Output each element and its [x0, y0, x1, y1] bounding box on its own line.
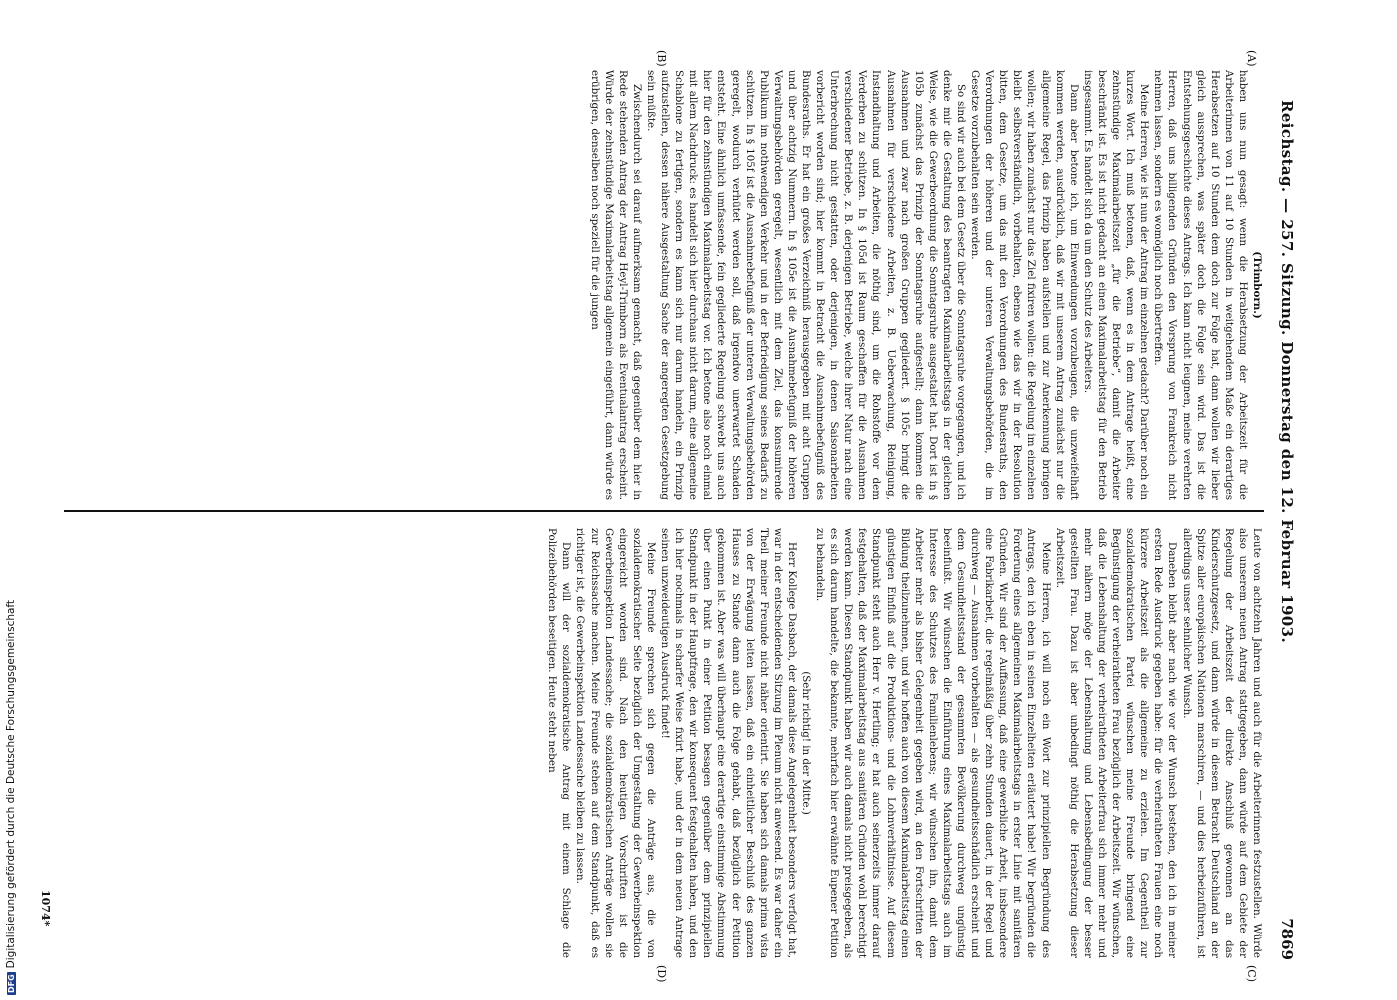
interjection: (Sehr richtig! in der Mitte.) — [800, 671, 812, 815]
paragraph: Zwischendurch sei darauf aufmerksam gemacht, daß gegenüber dem hier in Rede stehenden Antrag der Antrag Heyl-Trimborn als Eventualantrag erscheint. Würde der zehnstündige Maximalarbeitstag allgemein eingeführt, dann würde es erübrigen, denselben noch speziell für die jungen — [588, 70, 643, 500]
sheet-signature: 1074* — [39, 890, 52, 927]
paragraph: Dann aber betone ich, um Einwendungen vorzubeugen, die unzweifelhaft kommen werden, ausdrücklich, daß wir mit unserem Antrag zunächst nur die allgemeine Regel, das Prinzip haben aufstellen und zur Anerkennung bringen wollen; wir haben zunächst nur das Ziel fixiren wollen: die Regelung im einzelnen bleibt selbstverständlich, vorbehalten, ebenso wie das wir in der Resolution bitten, dem Gesetze, um das mit den Verordnungen des Bundesraths, den Verordnungen der höheren und der unteren Verwaltungsbehörden, die im Gesetze vorzubehalten sein werden. — [969, 70, 1080, 500]
paragraph: Dann will der sozialdemokratische Antrag mit einem Schlage die Polizeibehörden beseitigen. Heute steht neben — [546, 528, 573, 958]
paragraph: Herr Kollege Dasbach, der damals diese Angelegenheit besonders verfolgt hat, war in der entscheidenden Sitzung im Plenum nicht anwesend. Es war daher ein Theil meiner Freunde nicht näher orientirt. Sie haben sich damals prima vista von der Erwägung leiten lassen, daß ein einheitlicher Beschluß des ganzen Hauses zu Stande dann auch die Folge gehabt, daß bezüglich der Petition gekommen ist. Aber was will überhaupt eine derartige einstimmige Abstimmung über einen Punkt in einer Petition besagen gegenüber dem prinzipiellen Standpunkt in der Hauptfrage, den wir konsequent festgehalten haben, und den ich hier nochmals in scharfer Weise fixirt habe, und der in dem neuen Antrage seinen unzweideutigen Ausdruck findet! — [659, 528, 798, 958]
margin-marker-b: (B) — [655, 50, 668, 67]
paragraph: haben uns nun gesagt: wenn die Herabsetzung der Arbeitszeit für die Arbeiterinnen von 11 auf 10 Stunden in weitgehendem Maße ein derartiges Herabsetzen auf 10 Stunden dem doch zur Folge hat, dann wollen wir lieber gleich aussprechen, was später doch die Folge sein wird. Das ist die Entstehungsgeschichte dieses Antrags. Ich kann nicht leugnen, meine verehrten Herren, daß uns billigenden Gründen den Vorsprung von Frankreich nicht nehmen lassen, sondern es womöglich noch übertreffen. — [1152, 70, 1249, 500]
column-divider — [64, 510, 1264, 512]
paragraph: So sind wir auch bei dem Gesetz über die Sonntagsruhe vorgegangen, und ich denke mir die Gestaltung des beantragten Maximalarbeitstags in der gleichen Weise, wie die Gewerbeordnung die Sonntagsruhe ausgestaltet hat. Dort ist in § 105b zunächst das Prinzip der Sonntagsruhe aufgestellt; dann kommen die Ausnahmen und zwar nach großen Gruppen gegliedert. § 105c bringt die Ausnahmen für verschiedene Arbeiten, z. B. Ueberwachung, Reinigung, Instandhaltung und Arbeiten, die nöthig sind, um die Rohstoffe vor dem Verderben zu schützen. In § 105d ist Raum geschaffen für die Ausnahmen verschiedener Betriebe, z. B. derjenigen Betriebe, welche ihrer Natur nach eine Unterbrechung nicht gestatten, oder derjenigen, in denen Saisonarbeiten vorbericht worden sind; hier kommt in Betracht die Ausnahmebefugniß des Bundesraths. Er hat ein großes Verzeichniß herausgegeben mit acht Gruppen und über achtzig Nummern. In § 105e ist die Ausnahmebefugniß der höheren Verwaltungsbehörden geregelt, wesentlich mit dem Ziel, das konsumirende Publikum im nothwendigen Verkehr und in der Befriedigung seines Bedarfs zu schützen. In § 105f ist die Ausnahmebefugniß der unteren Verwaltungsbehörden geregelt, wodurch verhütet werden soll, daß irgendwo unerwartet Schaden entsteht. Eine ähnlich umfassende, fein gegliederte Regelung schwebt uns auch hier für den zehnstündigen Maximalarbeitstag vor. Ich betone also noch einmal mit allem Nachdruck: es handelt sich hier durchaus nicht darum, eine allgemeine Schablone zu fertigen, sondern es kann sich nur darum handeln, ein Prinzip aufzustellen, dessen nähere Ausgestaltung Sache der angeregten Gesetzgebung sein müßte. — [644, 70, 968, 500]
margin-marker-a: (A) — [1245, 50, 1258, 67]
paragraph: Leute von achtzehn Jahren und auch für die Arbeiterinnen festzustellen. Würde also unserem neuen Antrag stattgegeben, dann würde auf dem Gebiete der Regelung der Arbeitszeit der direkte Anschluß gewonnen an das Kinderschutzgesetz, und dann würde in diesem Betracht Deutschland an der Spitze aller europäischen Nationen marschiren, — und dies herbeizuführen, ist allerdings unser sehnlicher Wunsch. — [1180, 528, 1263, 958]
speaker-label: (Trimborn.) — [1251, 251, 1263, 319]
margin-marker-d: (D) — [655, 965, 668, 983]
paragraph: Meine Freunde sprechen sich gegen die Anträge aus, die von sozialdemokratischer Seite bezüglich der Umgestaltung der Gewerbeinspektion eingereicht worden sind. Nach den heutigen Vorschriften ist die Gewerbeinspektion Landessache; die sozialdemokratischen Anträge wollen sie zur Reichssache machen. Meine Freunde stehen auf dem Standpunkt, daß es richtiger ist, die Gewerbeinspektion Landessache bleiben zu lassen. — [574, 528, 657, 958]
running-title: Reichstag. — 257. Sitzung. Donnerstag den 12. Februar 1903. — [1278, 100, 1296, 644]
paragraph: Meine Herren, ich will noch ein Wort zur prinzipiellen Begründung des Antrags, den ich eben in seinen Einzelheiten erläutert habe! Wir begründen die Forderung eines allgemeinen Maximalarbeitstags in erster Linie mit sanitären Gründen. Wir sind der Auffassung, daß eine gewerbliche Arbeit, insbesondere eine Fabrikarbeit, die regelmäßig über zehn Stunden dauert, in der Regel und durchweg — Ausnahmen vorbehalten — als gesundheitsschädlich erscheint und dem Gesundheitsstand der gesammten Bevölkerung durchweg ungünstig beeinflußt. Wir wünschen die Einführung eines Maximalarbeitstags auch im Interesse des Schutzes des Familienlebens; wir wünschen ihn, damit dem Arbeiter mehr als bisher Gelegenheit gegeben wird, an den Fortschritten der Bildung theilzunehmen, und wir hoffen auch von diesem Maximalarbeitstag einen günstigen Einfluß auf die Produktions- und die Lohnverhältnisse. Auf diesem Standpunkt steht auch Herr v. Hertling; er hat auch seinerzeits immer darauf festgehalten, daß der Maximalarbeitstag aus sanitären Gründen wohl berechtigt werden kann. Diesen Standpunkt haben wir auch damals nicht preisgegeben, als es sich darum handelte, die bekannte, mehrfach hier erwähnte Eupener Petition zu behandeln. — [814, 528, 1052, 958]
footer-credit — [5, 5, 17, 995]
margin-marker-c: (C) — [1245, 965, 1258, 982]
page-number: 7869 — [1278, 918, 1296, 960]
right-column — [54, 528, 1264, 958]
left-column — [54, 70, 1264, 500]
page-header — [1272, 40, 1298, 960]
footer-credit-text: Digitalisierung gefördert durch die Deutsche Forschungsgemeinschaft — [5, 599, 17, 969]
dfg-logo-icon: DFG — [7, 974, 16, 993]
rotated-document-page — [18, 0, 1308, 1000]
paragraph: Daneben bleibt aber nach wie vor der Wunsch bestehen, den ich in meiner ersten Rede Ausdruck gegeben habe: für die verheiratheten Frauen eine noch kürzere Arbeitszeit als die allgemeine zu erzielen. Im Gegentheil zur sozialdemokratischen Partei wünschen meine Freunde bringend eine Begünstigung der verheiratheten Frau bezüglich der Arbeitszeit. Wir wünschen, daß die Lebenshaltung der verheiratheten Arbeiterfrau sich immer mehr und mehr nähern möge der Lebenshaltung und Lebensbedingung der besser gestellten Frau. Dazu ist aber unbedingt nöthig die Herabsetzung dieser Arbeitszeit. — [1053, 528, 1179, 958]
paragraph: Meine Herren, wie ist nun der Antrag im einzelnen gedacht? Darüber noch ein kurzes Wort. Ich muß betonen, daß, wenn es in dem Antrage heißt, eine zehnstündige Maximalarbeitszeit „für die Betriebe“, damit die Arbeiter beschränkt ist. Es ist nicht gedacht an einen Maximalarbeitstag für den Betrieb insgesammt. Es handelt sich da um den Schutz des Arbeiters. — [1081, 70, 1151, 500]
